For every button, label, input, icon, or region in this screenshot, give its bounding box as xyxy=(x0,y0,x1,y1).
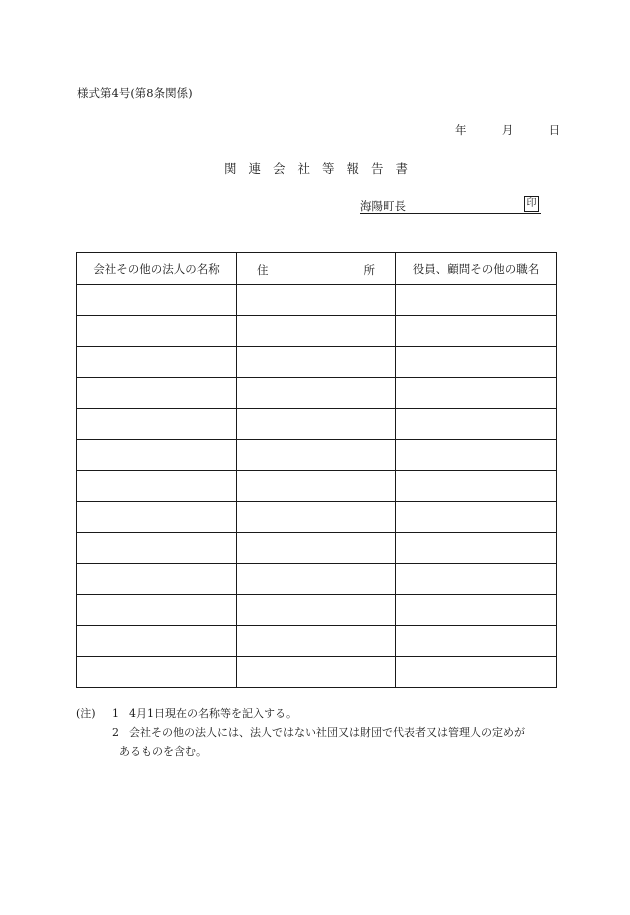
table-row xyxy=(77,285,557,316)
document-title: 関連会社等報告書 xyxy=(224,161,421,176)
address-cell[interactable] xyxy=(237,378,396,409)
address-cell[interactable] xyxy=(237,409,396,440)
position-cell[interactable] xyxy=(396,440,557,471)
date-day: 日 xyxy=(548,123,561,137)
note-text: 4月1日現在の名称等を記入する。 xyxy=(129,707,297,720)
addressee-name: 海陽町長 xyxy=(360,199,406,213)
position-cell[interactable] xyxy=(396,502,557,533)
company-name-cell[interactable] xyxy=(77,316,237,347)
address-cell[interactable] xyxy=(237,316,396,347)
table-row xyxy=(77,316,557,347)
table-row xyxy=(77,347,557,378)
position-cell[interactable] xyxy=(396,595,557,626)
position-cell[interactable] xyxy=(396,347,557,378)
date-line xyxy=(455,122,560,138)
address-cell[interactable] xyxy=(237,440,396,471)
table-body xyxy=(77,285,557,688)
position-cell[interactable] xyxy=(396,564,557,595)
position-cell[interactable] xyxy=(396,409,557,440)
note-number: 1 xyxy=(112,707,119,720)
company-name-cell[interactable] xyxy=(77,657,237,688)
address-cell[interactable] xyxy=(237,657,396,688)
header-address-part1: 住 xyxy=(257,263,269,277)
table-row xyxy=(77,502,557,533)
table-header-row xyxy=(77,253,557,285)
company-name-cell[interactable] xyxy=(77,409,237,440)
report-table xyxy=(76,252,557,688)
position-cell[interactable] xyxy=(396,285,557,316)
address-cell[interactable] xyxy=(237,626,396,657)
form-number-label: 様式第4号(第8条関係) xyxy=(77,86,193,100)
company-name-cell[interactable] xyxy=(77,595,237,626)
position-cell[interactable] xyxy=(396,378,557,409)
position-cell[interactable] xyxy=(396,657,557,688)
note-number: 2 xyxy=(112,726,119,739)
table-row xyxy=(77,626,557,657)
company-name-cell[interactable] xyxy=(77,471,237,502)
header-address-part2: 所 xyxy=(363,263,375,277)
address-cell[interactable] xyxy=(237,347,396,378)
note-text: 会社その他の法人には、法人ではない社団又は財団で代表者又は管理人の定めが xyxy=(129,726,525,739)
position-cell[interactable] xyxy=(396,533,557,564)
date-year: 年 xyxy=(455,123,467,137)
seal-mark: 印 xyxy=(524,196,539,212)
address-cell[interactable] xyxy=(237,564,396,595)
position-cell[interactable] xyxy=(396,626,557,657)
address-cell[interactable] xyxy=(237,502,396,533)
position-cell[interactable] xyxy=(396,471,557,502)
company-name-cell[interactable] xyxy=(77,564,237,595)
address-cell[interactable] xyxy=(237,471,396,502)
company-name-cell[interactable] xyxy=(77,378,237,409)
header-address xyxy=(237,253,396,285)
table-row xyxy=(77,378,557,409)
company-name-cell[interactable] xyxy=(77,285,237,316)
position-cell[interactable] xyxy=(396,316,557,347)
address-cell[interactable] xyxy=(237,595,396,626)
table-row xyxy=(77,533,557,564)
header-position: 役員、顧問その他の職名 xyxy=(396,253,557,285)
notes-label: (注) xyxy=(76,707,96,720)
header-company-name: 会社その他の法人の名称 xyxy=(77,253,237,285)
address-cell[interactable] xyxy=(237,285,396,316)
table-row xyxy=(77,595,557,626)
table-row xyxy=(77,564,557,595)
table-row xyxy=(77,657,557,688)
company-name-cell[interactable] xyxy=(77,626,237,657)
address-cell[interactable] xyxy=(237,533,396,564)
company-name-cell[interactable] xyxy=(77,440,237,471)
company-name-cell[interactable] xyxy=(77,347,237,378)
note-text-continuation: あるものを含む。 xyxy=(119,745,207,758)
date-month: 月 xyxy=(501,123,514,137)
table-row xyxy=(77,471,557,502)
company-name-cell[interactable] xyxy=(77,533,237,564)
addressee-line xyxy=(360,198,541,214)
company-name-cell[interactable] xyxy=(77,502,237,533)
table-row xyxy=(77,409,557,440)
table-row xyxy=(77,440,557,471)
